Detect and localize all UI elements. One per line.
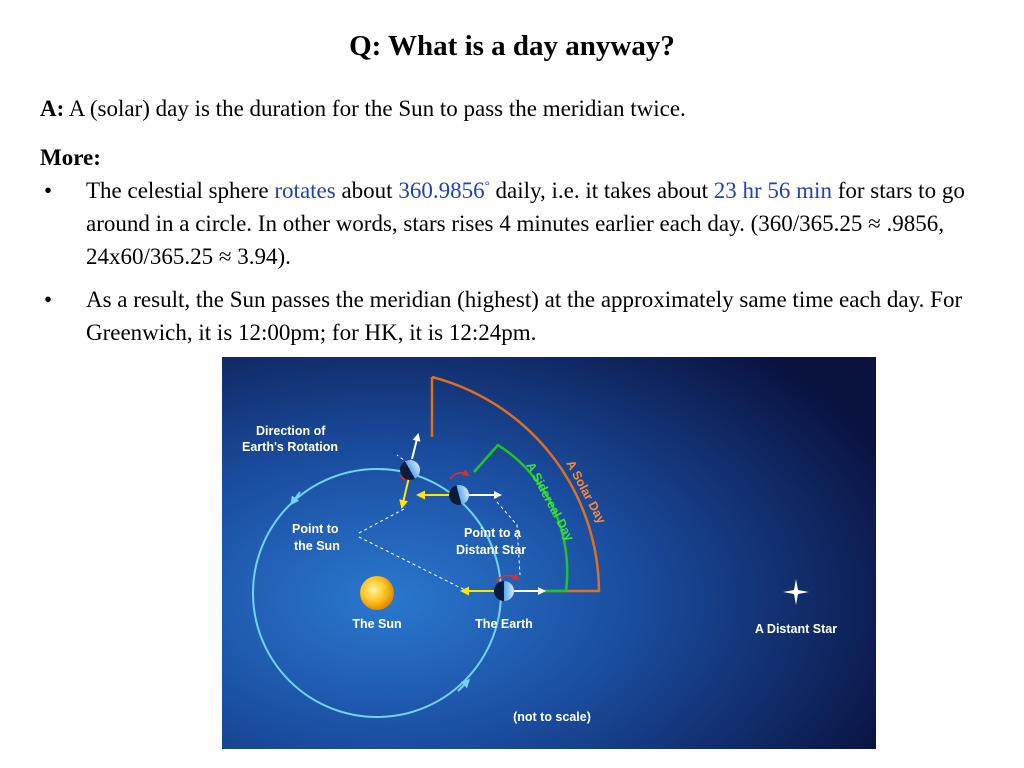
highlight-rotates: rotates [274,178,336,203]
distant-star-label: A Distant Star [754,622,838,636]
bullet-text: for stars to go around in a circle. In other words, stars rises 4 minutes earlier each day. (360/365.25 ≈ .9856, 24x60/365.25 ≈ 3.94). [86,178,965,269]
point-star-label-line1: Point to a [464,526,521,540]
not-to-scale-note: (not to scale) [513,710,591,724]
bullet-text: about [335,178,399,203]
bullet-marker: • [44,178,53,203]
bullet-item-meridian [44,283,974,349]
bullet-item-celestial-rotation [44,174,974,273]
diagram-background [222,357,876,749]
sun-icon [360,576,394,610]
sun-label: The Sun [352,617,402,631]
point-sun-label-line2: the Sun [294,539,340,553]
bullet-text: As a result, the Sun passes the meridian (highest) at the approximately same time each day. For Greenwich, it is 12:00pm; for HK, it is 12:24pm. [86,287,963,345]
page-title: Q: What is a day anyway? [349,30,675,62]
earth-label: The Earth [475,617,533,631]
answer-label: A: [40,96,65,121]
earth-icon [494,581,514,601]
diagram-canvas [222,357,876,749]
answer-line [40,96,686,122]
direction-label-line2: Earth's Rotation [242,440,339,454]
more-heading: More: [40,145,101,170]
sidereal-day-label: A Sidereal Day [523,459,577,544]
bullet-list [44,174,974,359]
degree-symbol: ° [484,177,490,193]
point-sun-label-line1: Point to [292,522,339,536]
solar-sidereal-day-diagram [222,357,876,749]
direction-label-line1: Direction of [256,424,326,438]
bullet-text: The celestial sphere [86,178,275,203]
highlight-degrees: 360.9856 [398,178,485,203]
bullet-text: daily, i.e. it takes about [489,178,714,203]
answer-text: A (solar) day is the duration for the Sun to pass the meridian twice. [64,96,686,121]
highlight-sidereal-time: 23 hr 56 min [713,178,832,203]
bullet-marker: • [44,287,53,312]
point-star-label-line2: Distant Star [456,543,527,557]
solar-day-label: A Solar Day [563,457,609,526]
